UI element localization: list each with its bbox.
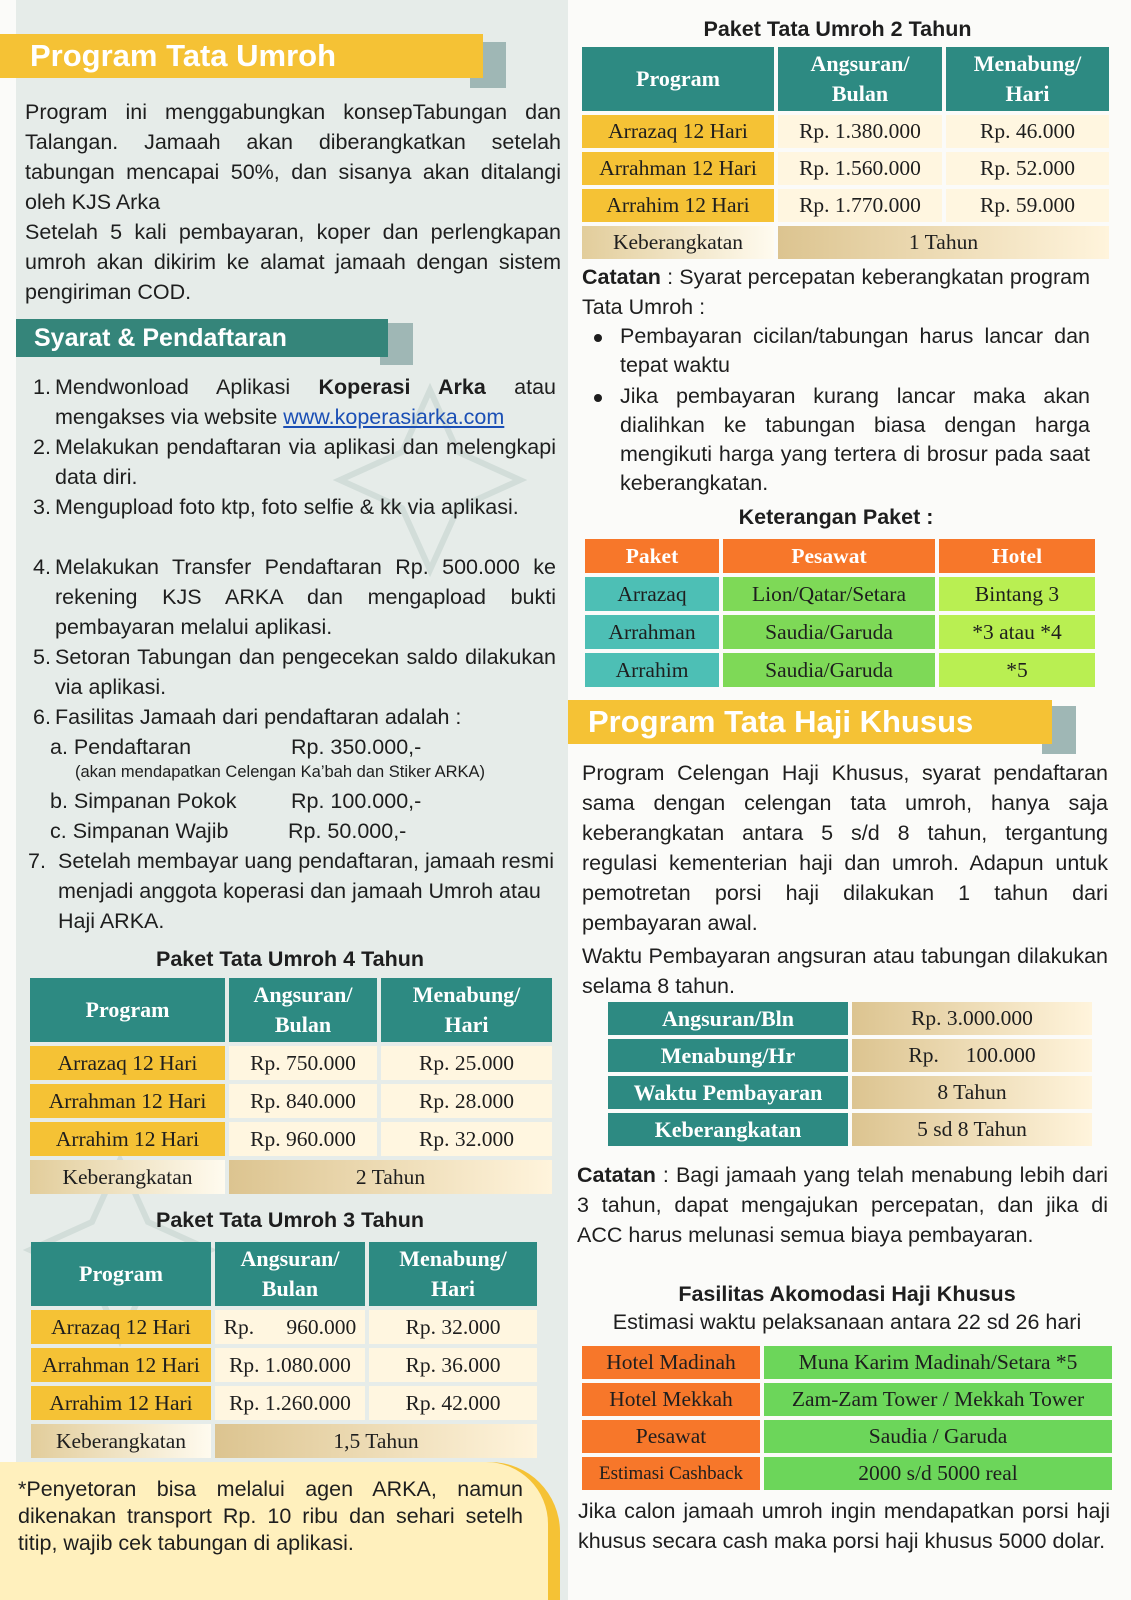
header-program: Program xyxy=(31,1242,211,1306)
haji-title: Program Tata Haji Khusus xyxy=(568,700,1052,744)
header-menabung: Menabung/ Hari xyxy=(381,978,552,1042)
catatan-bullet-2: Jika pembayaran kurang lancar maka akan dialihkan ke tabungan biasa dengan harga mengikuti harga yang tertera di brosur pada saat keberangkatan. xyxy=(594,382,1090,498)
paket3-table xyxy=(27,1238,541,1462)
table-row: Keberangkatan 2 Tahun xyxy=(30,1160,552,1194)
table-row: Arrahman Saudia/Garuda *3 atau *4 xyxy=(585,615,1095,649)
header-angsuran: Angsuran/ Bulan xyxy=(229,978,377,1042)
table-row: Menabung/Hr Rp. 100.000 xyxy=(608,1039,1092,1072)
header-paket: Paket xyxy=(585,539,719,573)
table-row: Arrahman 12 Hari Rp. 840.000 Rp. 28.000 xyxy=(30,1084,552,1118)
header-pesawat: Pesawat xyxy=(723,539,935,573)
syarat-item-2: 2. Melakukan pendaftaran via aplikasi dan melengkapi data diri. xyxy=(33,435,556,489)
table-row: Arrazaq 12 Hari Rp. 750.000 Rp. 25.000 xyxy=(30,1046,552,1080)
paket3-caption: Paket Tata Umroh 3 Tahun xyxy=(155,1208,424,1232)
footer-note-box xyxy=(0,1462,568,1600)
syarat-item-5: 5. Setoran Tabungan dan pengecekan saldo dilakukan via aplikasi. xyxy=(33,645,556,699)
header-menabung: Menabung/ Hari xyxy=(946,47,1109,111)
umroh-intro-1: Program ini menggabungkan konsepTabungan dan Talangan. Jamaah akan diberangkatkan setelah tabungan mencapai 50%, dan sisanya akan ditalangi oleh KJS Arka xyxy=(25,100,561,214)
fee-note: (akan mendapatkan Celengan Ka’bah dan Stiker ARKA) xyxy=(75,763,486,781)
paket4-table xyxy=(26,974,556,1198)
syarat-item-6: 6. Fasilitas Jamaah dari pendaftaran adalah : xyxy=(33,705,462,729)
paket2-table xyxy=(578,43,1113,263)
table-row: Hotel Madinah Muna Karim Madinah/Setara *5 xyxy=(582,1346,1112,1379)
table-row: Keberangkatan 5 sd 8 Tahun xyxy=(608,1113,1092,1146)
bullet-icon xyxy=(594,394,602,402)
haji-closing: Jika calon jamaah umroh ingin mendapatkan porsi haji khusus secara cash maka porsi haji khusus 5000 dolar. xyxy=(578,1499,1110,1553)
table-row: Arrazaq 12 Hari Rp. 1.380.000 Rp. 46.000 xyxy=(582,115,1109,148)
website-link[interactable]: www.koperasiarka.com xyxy=(283,405,505,429)
fasilitas-title: Fasilitas Akomodasi Haji Khusus xyxy=(678,1282,1016,1306)
table-row: Waktu Pembayaran 8 Tahun xyxy=(608,1076,1092,1109)
table-row: Arrazaq Lion/Qatar/Setara Bintang 3 xyxy=(585,577,1095,611)
paket2-caption: Paket Tata Umroh 2 Tahun xyxy=(703,17,972,41)
table-row: Arrahim 12 Hari Rp. 960.000 Rp. 32.000 xyxy=(30,1122,552,1156)
table-row: Arrahman 12 Hari Rp. 1.560.000 Rp. 52.000 xyxy=(582,152,1109,185)
table-row: Arrahman 12 Hari Rp. 1.080.000 Rp. 36.000 xyxy=(31,1348,537,1382)
keterangan-caption: Keterangan Paket : xyxy=(738,505,934,529)
table-row: Angsuran/Bln Rp. 3.000.000 xyxy=(608,1002,1092,1035)
syarat-item-3: 3. Mengupload foto ktp, foto selfie & kk via aplikasi. xyxy=(33,495,519,519)
table-row: Arrahim 12 Hari Rp. 1.770.000 Rp. 59.000 xyxy=(582,189,1109,222)
umroh-title: Program Tata Umroh xyxy=(0,34,483,78)
table-row: Keberangkatan 1 Tahun xyxy=(582,226,1109,259)
syarat-item-4: 4. Melakukan Transfer Pendaftaran Rp. 500.000 ke rekening KJS ARKA dan mengapload bukti pembayaran melalui aplikasi. xyxy=(33,555,556,639)
table-row: Arrazaq 12 Hari Rp. 960.000 Rp. 32.000 xyxy=(31,1310,537,1344)
catatan-umroh: Catatan : Syarat percepatan keberangkatan program Tata Umroh : xyxy=(582,265,1090,319)
catatan-bullet-1: Pembayaran cicilan/tabungan harus lancar dan tepat waktu xyxy=(594,322,1090,380)
syarat-title: Syarat & Pendaftaran xyxy=(16,319,388,357)
table-row: Hotel Mekkah Zam-Zam Tower / Mekkah Tower xyxy=(582,1383,1112,1416)
header-angsuran: Angsuran/ Bulan xyxy=(778,47,942,111)
fasilitas-table xyxy=(578,1342,1116,1494)
header-menabung: Menabung/ Hari xyxy=(369,1242,537,1306)
haji-table xyxy=(604,998,1096,1150)
table-row: Estimasi Cashback 2000 s/d 5000 real xyxy=(582,1457,1112,1490)
table-row: Arrahim Saudia/Garuda *5 xyxy=(585,653,1095,687)
header-program: Program xyxy=(30,978,225,1042)
fee-pendaftaran: a. Pendaftaran Rp. 350.000,- xyxy=(50,735,422,759)
syarat-item-7: 7. Setelah membayar uang pendaftaran, jamaah resmi menjadi anggota koperasi dan jamaah Umroh atau Haji ARKA. xyxy=(28,849,554,933)
fasilitas-subtitle: Estimasi waktu pelaksanaan antara 22 sd 26 hari xyxy=(612,1310,1082,1334)
table-row: Keberangkatan 1,5 Tahun xyxy=(31,1424,537,1458)
haji-para-2: Waktu Pembayaran angsuran atau tabungan dilakukan selama 8 tahun. xyxy=(582,944,1108,998)
table-row: Pesawat Saudia / Garuda xyxy=(582,1420,1112,1453)
table-row: Arrahim 12 Hari Rp. 1.260.000 Rp. 42.000 xyxy=(31,1386,537,1420)
header-program: Program xyxy=(582,47,774,111)
haji-para-1: Program Celengan Haji Khusus, syarat pendaftaran sama dengan celengan tata umroh, hanya saja keberangkatan antara 5 s/d 8 tahun, tergantung regulasi kementerian haji dan umroh. Adapun untuk pemotretan porsi haji dilakukan 1 tahun dari pembayaran awal. xyxy=(582,761,1108,935)
fee-simpanan-wajib: c. Simpanan Wajib Rp. 50.000,- xyxy=(50,819,407,843)
catatan-haji: Catatan : Bagi jamaah yang telah menabung lebih dari 3 tahun, dapat mengajukan percepatan, dan jika di ACC harus melunasi semua biaya pembayaran. xyxy=(577,1163,1108,1247)
header-hotel: Hotel xyxy=(939,539,1095,573)
paket4-caption: Paket Tata Umroh 4 Tahun xyxy=(155,947,424,971)
footer-note: *Penyetoran bisa melalui agen ARKA, namun dikenakan transport Rp. 10 ribu dan sehari setelh titip, wajib cek tabungan di aplikasi. xyxy=(18,1477,523,1555)
keterangan-table xyxy=(581,535,1099,691)
bullet-icon xyxy=(594,334,602,342)
header-angsuran: Angsuran/ Bulan xyxy=(215,1242,365,1306)
syarat-item-1: 1. Mendwonload Aplikasi Koperasi Arka atau mengakses via website www.koperasiarka.com xyxy=(33,375,556,429)
fee-simpanan-pokok: b. Simpanan Pokok Rp. 100.000,- xyxy=(50,789,422,813)
umroh-intro-2: Setelah 5 kali pembayaran, koper dan perlengkapan umroh akan dikirim ke alamat jamaah dengan sistem pengiriman COD. xyxy=(25,220,561,304)
